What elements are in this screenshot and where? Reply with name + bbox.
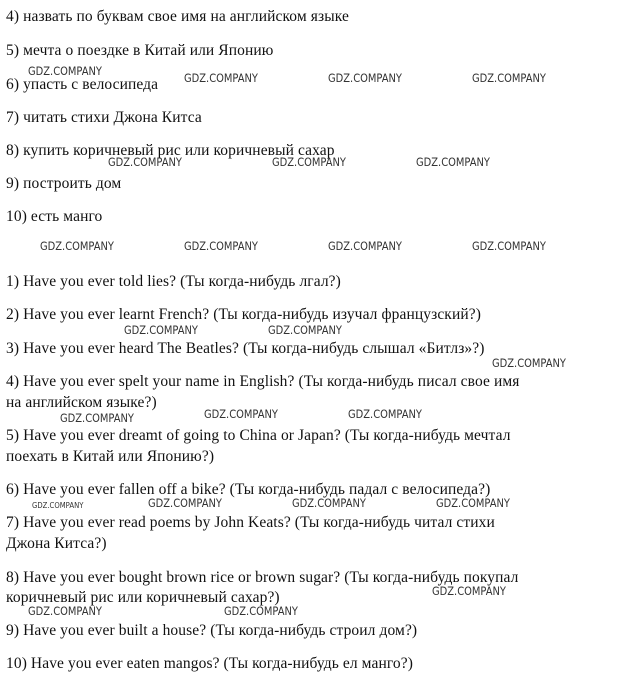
watermark: GDZ.COMPANY <box>108 155 182 169</box>
watermark: GDZ.COMPANY <box>40 239 114 253</box>
watermark: GDZ.COMPANY <box>28 64 102 78</box>
text-line: 5) мечта о поездке в Китай или Японию <box>6 42 274 59</box>
watermark: GDZ.COMPANY <box>416 155 490 169</box>
text-line: 4) Have you ever spelt your name in English? (Ты когда-нибудь писал свое имя <box>6 373 520 390</box>
watermark: GDZ.COMPANY <box>184 71 258 85</box>
text-line: 5) Have you ever dreamt of going to China or Japan? (Ты когда-нибудь мечтал <box>6 427 511 444</box>
watermark: GDZ.COMPANY <box>60 411 134 425</box>
text-line: 9) построить дом <box>6 175 122 192</box>
text-line: 7) читать стихи Джона Китса <box>6 109 202 126</box>
text-line: 6) Have you ever fallen off a bike? (Ты когда-нибудь падал с велосипеда?) <box>6 481 491 498</box>
watermark: GDZ.COMPANY <box>432 584 506 598</box>
text-line: 7) Have you ever read poems by John Keats? (Ты когда-нибудь читал стихи <box>6 514 495 531</box>
watermark: GDZ.COMPANY <box>472 71 546 85</box>
watermark: GDZ.COMPANY <box>184 239 258 253</box>
text-line: Джона Китса?) <box>6 535 107 552</box>
text-line: на английском языке?) <box>6 394 157 411</box>
watermark: GDZ.COMPANY <box>32 501 84 510</box>
watermark: GDZ.COMPANY <box>268 323 342 337</box>
text-line: поехать в Китай или Японию?) <box>6 448 215 465</box>
watermark: GDZ.COMPANY <box>292 496 366 510</box>
text-line: 8) купить коричневый рис или коричневый сахар <box>6 142 335 159</box>
text-line: 2) Have you ever learnt French? (Ты когда-нибудь изучал французский?) <box>6 306 481 323</box>
text-line: 9) Have you ever built a house? (Ты когда-нибудь строил дом?) <box>6 622 418 639</box>
watermark: GDZ.COMPANY <box>148 496 222 510</box>
text-line: 1) Have you ever told lies? (Ты когда-нибудь лгал?) <box>6 273 341 290</box>
text-line: 10) есть манго <box>6 208 103 225</box>
text-line: 4) назвать по буквам свое имя на английском языке <box>6 8 349 25</box>
watermark: GDZ.COMPANY <box>328 71 402 85</box>
watermark: GDZ.COMPANY <box>328 239 402 253</box>
text-line: 8) Have you ever bought brown rice or brown sugar? (Ты когда-нибудь покупал <box>6 569 519 586</box>
watermark: GDZ.COMPANY <box>436 496 510 510</box>
watermark: GDZ.COMPANY <box>348 407 422 421</box>
watermark: GDZ.COMPANY <box>492 356 566 370</box>
watermark: GDZ.COMPANY <box>272 155 346 169</box>
watermark: GDZ.COMPANY <box>28 604 102 618</box>
watermark: GDZ.COMPANY <box>472 239 546 253</box>
text-line: 6) упасть с велосипеда <box>6 76 159 93</box>
watermark: GDZ.COMPANY <box>224 604 298 618</box>
text-line: 10) Have you ever eaten mangos? (Ты когда-нибудь ел манго?) <box>6 655 413 672</box>
watermark: GDZ.COMPANY <box>124 323 198 337</box>
text-line: коричневый рис или коричневый сахар?) <box>6 589 280 606</box>
watermark: GDZ.COMPANY <box>204 407 278 421</box>
text-line: 3) Have you ever heard The Beatles? (Ты когда-нибудь слышал «Битлз»?) <box>6 340 485 357</box>
